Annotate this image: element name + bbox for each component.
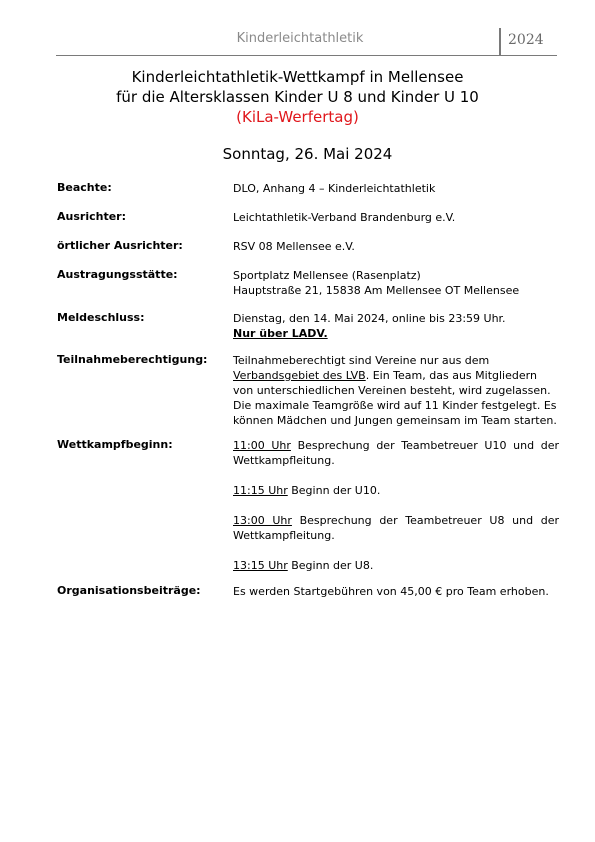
field-label: Beachte: bbox=[57, 181, 112, 194]
field-label: Meldeschluss: bbox=[57, 311, 145, 324]
verbandsgebiet-link[interactable]: Verbandsgebiet des LVB bbox=[233, 369, 366, 382]
header-rule bbox=[56, 55, 557, 56]
field-value bbox=[233, 438, 559, 573]
schedule-time: 13:00 Uhr bbox=[233, 514, 292, 527]
schedule-time: 11:00 Uhr bbox=[233, 439, 291, 452]
title-line-2: für die Altersklassen Kinder U 8 und Kinder U 10 bbox=[116, 88, 479, 106]
eligibility-text-start: Teilnahmeberechtigt sind Vereine nur aus dem bbox=[233, 354, 490, 367]
schedule-item bbox=[233, 438, 559, 468]
field-label: Austragungsstätte: bbox=[57, 268, 178, 281]
field-value bbox=[233, 268, 559, 298]
field-value bbox=[233, 353, 559, 428]
field-value: DLO, Anhang 4 – Kinderleichtathletik bbox=[233, 182, 436, 195]
venue-address: Hauptstraße 21, 15838 Am Mellensee OT Mellensee bbox=[233, 284, 520, 297]
eligibility-text-rest: . Ein Team, das aus Mitgliedern von unterschiedlichen Vereinen besteht, wird zugelassen. Die maximale Teamgröße wird auf 11 Kinder festgelegt. Es können Mädchen und Jungen gemeinsam im Team starten. bbox=[233, 369, 557, 427]
field-label: Wettkampfbeginn: bbox=[57, 438, 173, 451]
schedule-item bbox=[233, 483, 559, 498]
schedule-text: Besprechung der Teambetreuer U8 und der Wettkampfleitung. bbox=[233, 514, 560, 542]
document-title bbox=[0, 67, 595, 127]
schedule-item bbox=[233, 558, 559, 573]
schedule-text: Beginn der U8. bbox=[287, 559, 374, 572]
field-value: Leichtathletik-Verband Brandenburg e.V. bbox=[233, 211, 456, 224]
field-value bbox=[233, 311, 559, 341]
event-date: Sonntag, 26. Mai 2024 bbox=[222, 145, 393, 163]
field-label: Organisationsbeiträge: bbox=[57, 584, 201, 597]
registration-note: Nur über LADV. bbox=[233, 327, 328, 340]
schedule-text: Besprechung der Teambetreuer U10 und der Wettkampfleitung. bbox=[233, 439, 560, 467]
field-label: örtlicher Ausrichter: bbox=[57, 239, 183, 252]
field-label: Ausrichter: bbox=[57, 210, 126, 223]
header-year: 2024 bbox=[508, 32, 544, 48]
schedule-item bbox=[233, 513, 559, 543]
field-value: Es werden Startgebühren von 45,00 € pro Team erhoben. bbox=[233, 585, 549, 598]
schedule-text: Beginn der U10. bbox=[287, 484, 381, 497]
header-divider bbox=[499, 28, 501, 55]
schedule-time: 13:15 Uhr bbox=[233, 559, 288, 572]
title-subtitle: (KiLa-Werfertag) bbox=[236, 108, 359, 126]
field-value: RSV 08 Mellensee e.V. bbox=[233, 240, 355, 253]
title-line-1: Kinderleichtathletik-Wettkampf in Mellensee bbox=[131, 68, 464, 86]
deadline-text: Dienstag, den 14. Mai 2024, online bis 23:59 Uhr. bbox=[233, 312, 506, 325]
field-label: Teilnahmeberechtigung: bbox=[57, 353, 208, 366]
header-title: Kinderleichtathletik bbox=[236, 31, 364, 46]
venue-name: Sportplatz Mellensee (Rasenplatz) bbox=[233, 269, 421, 282]
schedule-time: 11:15 Uhr bbox=[233, 484, 288, 497]
